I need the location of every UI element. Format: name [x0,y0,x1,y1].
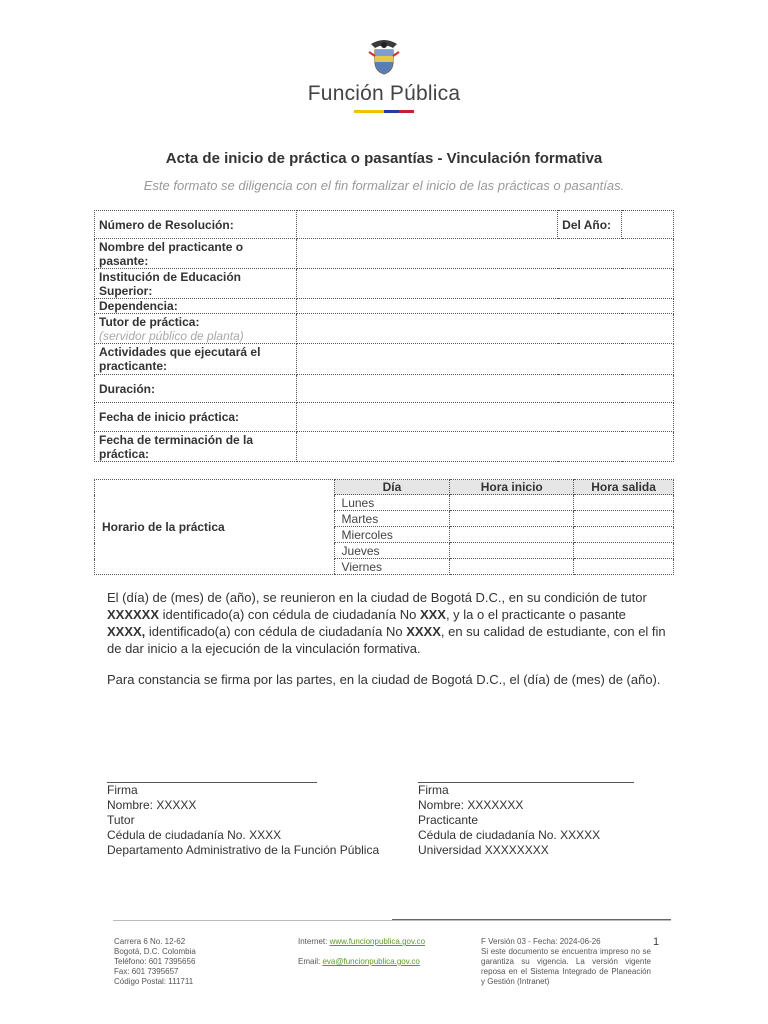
coat-of-arms-icon [367,38,401,76]
practicante-name: XXXX, [107,624,146,639]
table-row [95,211,674,239]
practicante-id: XXXX [406,624,441,639]
schedule-label: Horario de la práctica [95,480,335,575]
document-title: Acta de inicio de práctica o pasantías - Vinculación formativa [165,150,603,167]
tutor-hint: (servidor público de planta) [99,328,244,343]
email-line [298,957,473,967]
email-link[interactable]: eva@funcionpublica.gov.co [322,957,420,966]
email-label: Email: [298,957,323,966]
website-link[interactable]: www.funcionpublica.gov.co [329,937,426,946]
fecha-inicio-field[interactable] [296,403,673,432]
practicante-universidad: Universidad XXXXXXXX [418,843,549,857]
footer-divider-accent [392,919,671,920]
dependencia-field[interactable] [296,299,673,314]
page-number: 1 [653,936,660,948]
firma-label: Firma [107,783,138,797]
day-martes: Martes [334,511,450,527]
address-line: Carrera 6 No. 12-62 [114,937,186,946]
footer-contact [298,937,473,967]
tutor-entidad: Departamento Administrativo de la Función Pública [107,843,380,857]
validity-notice: Si este documento se encuentra impreso no se garantiza su vigencia. La versión vigente reposa en el Sistema Integrado de Planeación y Gestión (Intranet) [481,947,651,986]
practicante-cedula: Cédula de ciudadanía No. XXXXX [418,828,601,842]
practicante-role: Practicante [418,813,479,827]
address-line: Código Postal: 111711 [114,977,194,986]
day-viernes: Viernes [334,559,450,575]
header-hora-salida: Hora salida [574,480,674,495]
hora-salida-field[interactable] [574,559,674,575]
footer-divider [113,920,671,921]
paragraph-constancia: Para constancia se firma por las partes, en la ciudad de Bogotá D.C., el (día) de (mes) de (año). [107,672,661,687]
table-row [95,403,674,432]
table-row [95,239,674,269]
hora-salida-field[interactable] [574,495,674,511]
hora-inicio-field[interactable] [450,495,574,511]
fecha-inicio-label: Fecha de inicio práctica: [95,403,297,432]
form-table [94,210,674,462]
fecha-terminacion-label: Fecha de terminación de la práctica: [95,432,297,462]
day-miercoles: Miercoles [334,527,450,543]
text: El (día) de (mes) de (año), se reunieron en la ciudad de Bogotá D.C., en su condición de tutor [107,590,647,605]
table-row [95,269,674,299]
tutor-cedula: Cédula de ciudadanía No. XXXX [107,828,282,842]
table-row [95,375,674,403]
schedule-table [94,479,674,575]
hora-inicio-field[interactable] [450,511,574,527]
text: identificado(a) con cédula de ciudadanía No [145,624,407,639]
text: , y la o el practicante o pasante [445,607,626,622]
actividades-field[interactable] [296,344,673,375]
address-line: Teléfono: 601 7395656 [114,957,196,966]
tutor-id: XXX [419,607,446,622]
hora-salida-field[interactable] [574,527,674,543]
dependencia-label: Dependencia: [95,299,297,314]
schedule-header-row [95,480,674,495]
internet-line [298,937,473,947]
practicante-nombre: Nombre: XXXXXXX [418,798,524,812]
signature-tutor [107,782,407,858]
footer-version [481,937,651,987]
tutor-role: Tutor [107,813,135,827]
text: , en su calidad de estudiante, con el fin de dar inicio a la ejecución de la vinculación formativa. [107,624,666,656]
address-line: Bogotá, D.C. Colombia [114,947,196,956]
day-lunes: Lunes [334,495,450,511]
day-jueves: Jueves [334,543,450,559]
institucion-field[interactable] [296,269,673,299]
actividades-label: Actividades que ejecutará el practicante: [95,344,297,375]
header-hora-inicio: Hora inicio [450,480,574,495]
year-label: Del Año: [558,211,622,239]
text: identificado(a) con cédula de ciudadanía No [159,607,420,622]
address-line: Fax: 601 7395657 [114,967,179,976]
hora-salida-field[interactable] [574,511,674,527]
resolution-label: Número de Resolución: [95,211,297,239]
table-row [95,432,674,462]
table-row [95,314,674,344]
internet-label: Internet: [298,937,330,946]
tutor-nombre: Nombre: XXXXX [107,798,197,812]
paragraph-reunion [107,589,667,657]
institucion-label: Institución de Educación Superior: [95,269,297,299]
table-row [95,344,674,375]
footer-address [114,937,274,987]
hora-inicio-field[interactable] [450,527,574,543]
hora-salida-field[interactable] [574,543,674,559]
version-info: F Versión 03 - Fecha: 2024-06-26 [481,937,601,946]
firma-label: Firma [418,783,449,797]
duracion-label: Duración: [95,375,297,403]
flag-stripe [354,110,414,113]
year-field[interactable] [622,211,674,239]
practicante-label: Nombre del practicante o pasante: [95,239,297,269]
tutor-name: XXXXXX [107,607,160,622]
tutor-label [95,314,297,344]
tutor-label-text: Tutor de práctica: [99,314,200,329]
header-dia: Día [334,480,450,495]
duracion-field[interactable] [296,375,673,403]
fecha-terminacion-field[interactable] [296,432,673,462]
tutor-field[interactable] [296,314,673,344]
document-subtitle: Este formato se diligencia con el fin formalizar el inicio de las prácticas o pasantías. [143,178,625,193]
resolution-field[interactable] [296,211,557,239]
hora-inicio-field[interactable] [450,559,574,575]
hora-inicio-field[interactable] [450,543,574,559]
header-logo [0,38,768,113]
table-row [95,299,674,314]
practicante-field[interactable] [296,239,673,269]
signature-practicante [418,782,678,858]
brand-name: Función Pública [307,82,461,105]
